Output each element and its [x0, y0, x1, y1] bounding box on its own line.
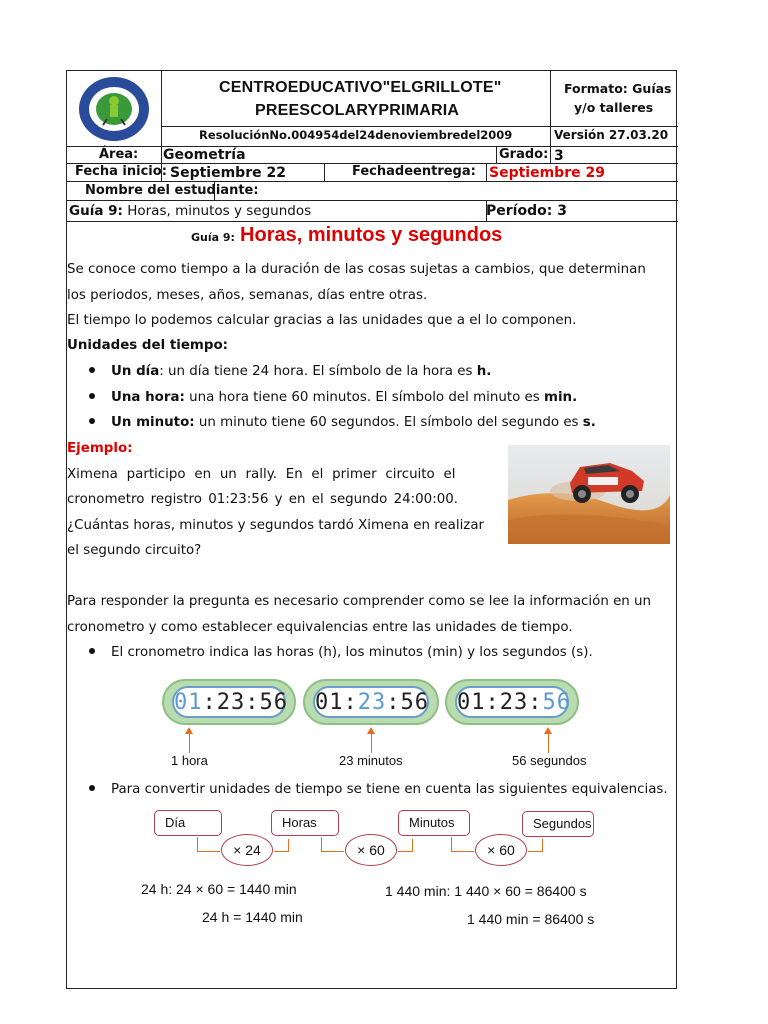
explain-line2: cronometro y como establecer equivalencias entre las unidades de tiempo.	[67, 619, 573, 635]
unit-box-hours: Horas	[271, 810, 339, 836]
units-heading: Unidades del tiempo:	[67, 338, 229, 353]
student-name-label: Nombre del estudiante:	[85, 183, 259, 198]
format-cell	[550, 71, 678, 127]
unit-box-day: Día	[154, 810, 222, 836]
intro-line1: Se conoce como tiempo a la duración de las cosas sujetas a cambios, que determinan	[67, 262, 646, 277]
due-date-value: Septiembre 29	[489, 165, 605, 181]
stopwatch-display-minutes: 01:23:56	[303, 679, 439, 725]
school-name-line2: PREESCOLARYPRIMARIA	[255, 102, 460, 119]
caption-hours: 1 hora	[171, 753, 208, 768]
unit-item-day: Un día: un día tiene 24 hora. El símbolo de la hora es h.	[89, 359, 491, 385]
guide-label: Guía 9:	[69, 203, 123, 219]
area-label: Área:	[99, 147, 139, 162]
equation-minute-result: 1 440 min = 86400 s	[467, 911, 595, 927]
start-date-value: Septiembre 22	[170, 165, 286, 181]
school-name-cell	[161, 71, 551, 127]
equation-day-calc: 24 h: 24 × 60 = 1440 min	[141, 881, 297, 897]
clock-hours: 01	[174, 690, 203, 715]
logo-cell	[67, 71, 162, 147]
worksheet-page	[66, 70, 677, 989]
bullet-dot	[89, 785, 95, 791]
area-value: Geometría	[163, 147, 246, 163]
resolution-cell	[161, 126, 551, 147]
example-line2: cronometro registro 01:23:56 y en el segundo 24:00:00.	[67, 492, 459, 507]
page-title	[191, 224, 502, 247]
unit-box-seconds: Segundos	[522, 811, 594, 837]
unit-box-minutes: Minutos	[398, 810, 470, 836]
clock-minutes: 23	[357, 690, 387, 715]
multiply-24-oval: × 24	[221, 834, 273, 866]
caption-seconds: 56 segundos	[512, 753, 587, 768]
multiply-60-oval-1: × 60	[345, 834, 397, 866]
bullet-dot	[89, 648, 95, 654]
due-date-label: Fechadeentrega:	[352, 164, 476, 179]
example-line1: Ximena participo en un rally. En el primer circuito el	[67, 466, 456, 482]
equation-minute-calc: 1 440 min: 1 440 × 60 = 86400 s	[385, 883, 587, 899]
period-value: 3	[557, 203, 567, 219]
guide-value: Horas, minutos y segundos	[127, 203, 312, 219]
student-name-field[interactable]	[214, 181, 678, 201]
school-logo	[77, 75, 151, 143]
explain-bullet2: Para convertir unidades de tiempo se tiene en cuenta las siguientes equivalencias.	[89, 779, 668, 801]
school-name-line1: CENTROEDUCATIVO"ELGRILLOTE"	[219, 79, 502, 96]
unit-item-minute: Un minuto: un minuto tiene 60 segundos. El símbolo del segundo es s.	[89, 410, 596, 436]
stopwatch-display-hours: 01:23:56	[162, 679, 296, 725]
rally-car-image	[508, 445, 670, 544]
format-line1: Formato: Guías	[564, 81, 672, 96]
version-cell	[550, 126, 678, 147]
intro-line2: los periodos, meses, años, semanas, días entre otras.	[67, 287, 428, 303]
example-line4: el segundo circuito?	[67, 543, 202, 558]
bullet-dot	[89, 367, 95, 373]
period-row	[486, 203, 567, 219]
explain-line1: Para responder la pregunta es necesario comprender como se lee la información en un	[67, 594, 652, 609]
format-line2: y/o talleres	[574, 100, 654, 115]
multiply-60-oval-2: × 60	[475, 834, 527, 866]
unit-item-hour: Una hora: una hora tiene 60 minutos. El símbolo del minuto es min.	[89, 385, 577, 411]
clock-seconds: 56	[542, 690, 571, 715]
title-prefix: Guía 9:	[191, 231, 235, 244]
title-main: Horas, minutos y segundos	[240, 224, 503, 246]
stopwatch-display-seconds: 01:23:56	[445, 679, 579, 725]
guide-row	[69, 203, 311, 219]
explain-bullet1: El cronometro indica las horas (h), los minutos (min) y los segundos (s).	[89, 640, 593, 666]
caption-minutes: 23 minutos	[339, 753, 403, 768]
resolution-text: ResoluciónNo.004954del24denoviembredel2009	[199, 128, 513, 142]
grade-label: Grado:	[499, 147, 549, 162]
intro-line3: El tiempo lo podemos calcular gracias a las unidades que a el lo componen.	[67, 313, 577, 328]
grade-value: 3	[554, 148, 564, 164]
equation-day-result: 24 h = 1440 min	[202, 909, 303, 925]
bullet-dot	[89, 418, 95, 424]
period-label: Período:	[486, 203, 553, 219]
bullet-dot	[89, 393, 95, 399]
start-date-label: Fecha inicio:	[75, 164, 167, 179]
example-line3: ¿Cuántas horas, minutos y segundos tardó Ximena en realizar	[67, 517, 485, 533]
version-text: Versión 27.03.20	[554, 128, 669, 142]
example-heading: Ejemplo:	[67, 441, 133, 456]
